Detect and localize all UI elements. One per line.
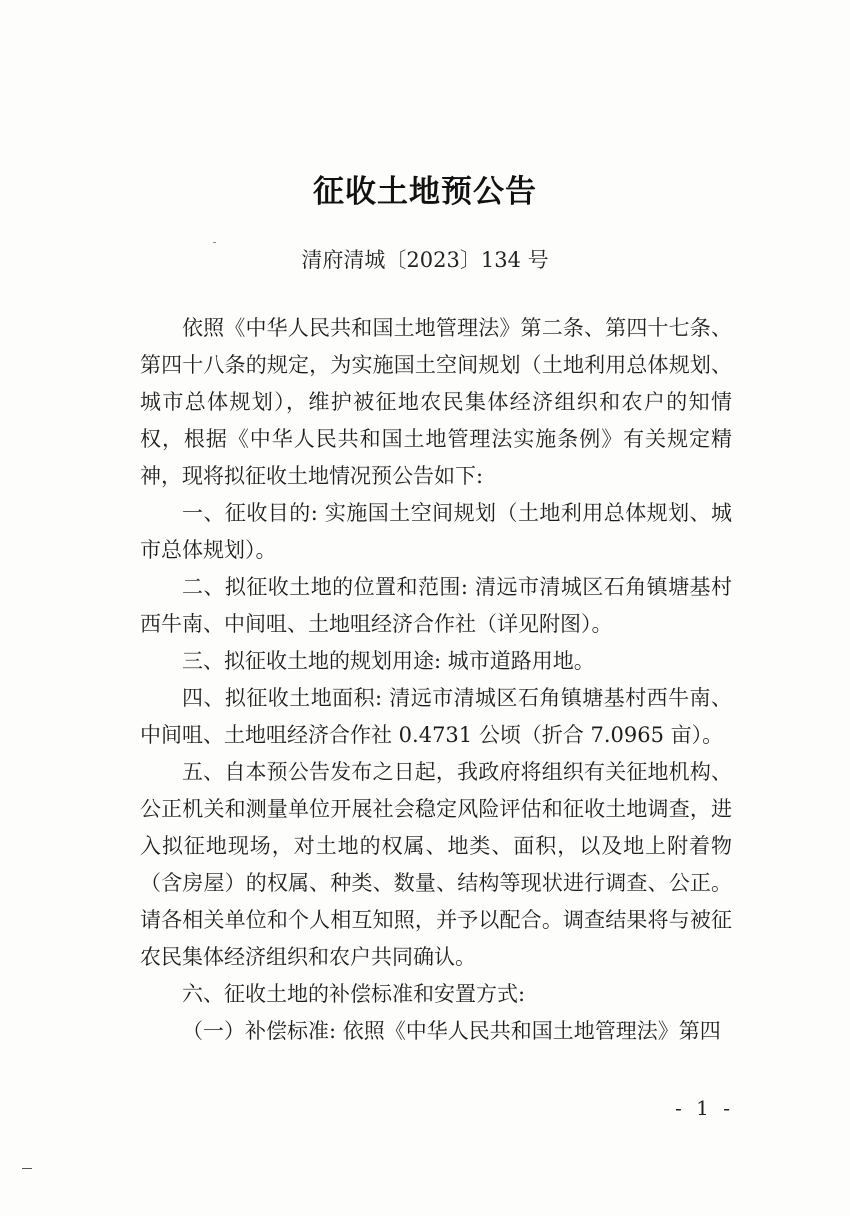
paragraph-compensation-standard: （一）补偿标准: 依照《中华人民共和国土地管理法》第四: [182, 1019, 721, 1043]
scan-corner-mark: [22, 1168, 32, 1169]
document-number: 清府清城〔2023〕134 号: [301, 248, 549, 272]
paragraph-intro: 依照《中华人民共和国土地管理法》第二条、第四十七条、第四十八条的规定，为实施国土空间规划（土地利用总体规划、城市总体规划），维护被征地农民集体经济组织和农户的知情权，根据《中华人民共和国土地管理法实施条例》有关规定精神，现将拟征收土地情况预公告如下:: [140, 316, 732, 488]
paragraph-purpose: 一、征收目的: 实施国土空间规划（土地利用总体规划、城市总体规划）。: [140, 501, 732, 562]
paragraph-location: 二、拟征收土地的位置和范围: 清远市清城区石角镇塘基村西牛南、中间咀、土地咀经济合作社（详见附图）。: [140, 575, 732, 636]
paragraph-area: 四、拟征收土地面积: 清远市清城区石角镇塘基村西牛南、中间咀、土地咀经济合作社 0.4731 公顷（折合 7.0965 亩）。: [140, 686, 732, 747]
paragraph-investigation: 五、自本预公告发布之日起，我政府将组织有关征地机构、公正机关和测量单位开展社会稳定风险评估和征收土地调查，进入拟征地现场，对土地的权属、地类、面积，以及地上附着物（含房屋）的权属、种类、数量、结构等现状进行调查、公正。请各相关单位和个人相互知照，并予以配合。调查结果将与被征农民集体经济组织和农户共同确认。: [140, 760, 732, 969]
document-title: 征收土地预公告: [313, 174, 537, 210]
paragraph-compensation-heading: 六、征收土地的补偿标准和安置方式:: [182, 982, 526, 1006]
document-body: [140, 310, 732, 1050]
page-number: - 1 -: [675, 1096, 734, 1120]
scan-speck: [213, 242, 216, 243]
paragraph-usage: 三、拟征收土地的规划用途: 城市道路用地。: [182, 649, 595, 673]
